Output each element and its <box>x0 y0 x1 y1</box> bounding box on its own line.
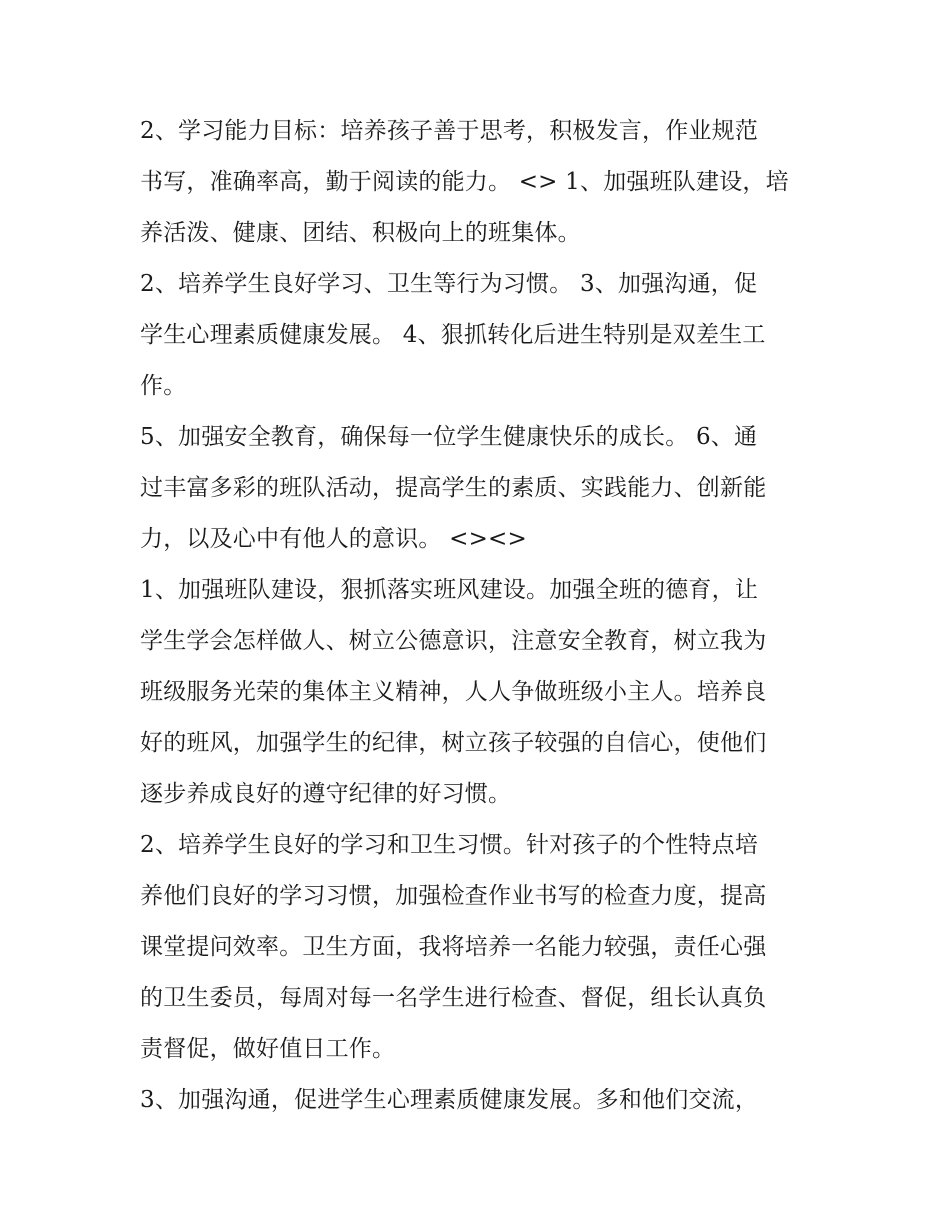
text-line: 养他们良好的学习习惯，加强检查作业书写的检查力度，提高 <box>140 883 767 909</box>
text-line: 3、加强沟通，促进学生心理素质健康发展。多和他们交流， <box>140 1087 759 1113</box>
text-line: 学生心理素质健康发展。 4、狠抓转化后进生特别是双差生工 <box>140 322 766 348</box>
document-body <box>140 110 812 1130</box>
text-line: 班级服务光荣的集体主义精神，人人争做班级小主人。培养良 <box>140 679 767 705</box>
text-line: 逐步养成良好的遵守纪律的好习惯。 <box>140 781 512 807</box>
text-line: 养活泼、健康、团结、积极向上的班集体。 <box>140 220 581 246</box>
text-line: 2、培养学生良好学习、卫生等行为习惯。 3、加强沟通，促 <box>140 271 758 297</box>
text-line: 的卫生委员，每周对每一名学生进行检查、督促，组长认真负 <box>140 985 767 1011</box>
text-line: 5、加强安全教育，确保每一位学生健康快乐的成长。 6、通 <box>140 424 758 450</box>
text-line: 好的班风，加强学生的纪律，树立孩子较强的自信心，使他们 <box>140 730 767 756</box>
text-line: 书写，准确率高，勤于阅读的能力。 <> 1、加强班队建设，培 <box>140 169 789 195</box>
text-line: 学生学会怎样做人、树立公德意识，注意安全教育，树立我为 <box>140 628 767 654</box>
text-line: 责督促，做好值日工作。 <box>140 1036 396 1062</box>
text-line: 过丰富多彩的班队活动，提高学生的素质、实践能力、创新能 <box>140 475 767 501</box>
text-line: 2、学习能力目标：培养孩子善于思考，积极发言，作业规范 <box>140 118 759 144</box>
text-line: 1、加强班队建设，狠抓落实班风建设。加强全班的德育，让 <box>140 577 759 603</box>
text-line: 课堂提问效率。卫生方面，我将培养一名能力较强，责任心强 <box>140 934 767 960</box>
text-line: 作。 <box>140 373 187 399</box>
text-line: 力，以及心中有他人的意识。 <><> <box>140 526 527 552</box>
text-line: 2、培养学生良好的学习和卫生习惯。针对孩子的个性特点培 <box>140 832 759 858</box>
